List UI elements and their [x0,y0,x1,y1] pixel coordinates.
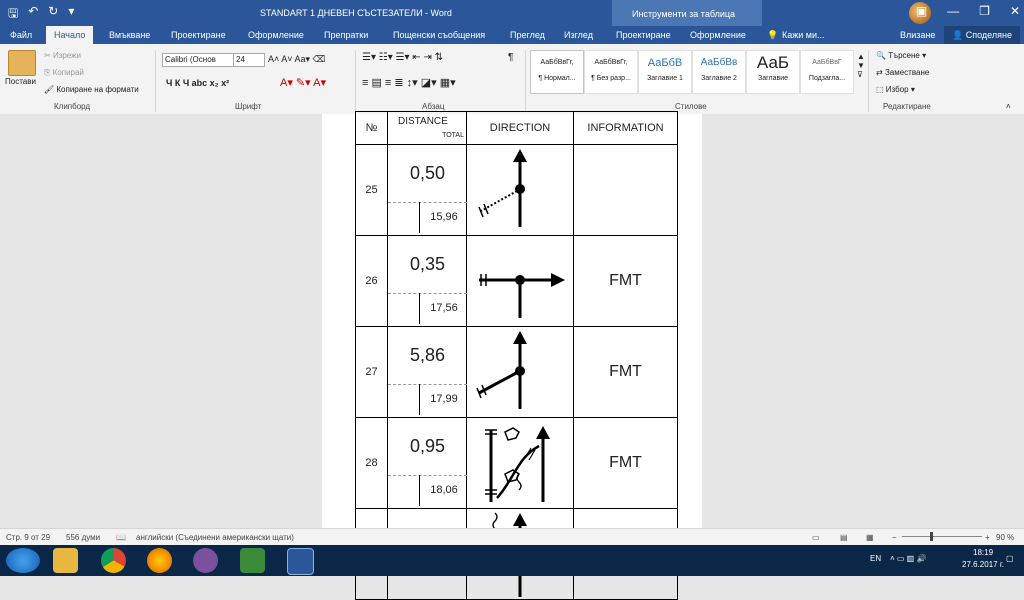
total-value: 17,99 [419,384,468,415]
align-buttons-icon[interactable]: ≡ ▤ ≡ ≣ ↕▾ ◪▾ ▦▾ [362,77,456,89]
header-distance-label: DISTANCE [398,116,448,127]
zoom-in-button[interactable]: + [985,533,990,542]
clock-date[interactable]: 27.6.2017 г. [962,560,1004,569]
direction-cell [467,236,574,327]
tulip-diagram [467,418,573,506]
tulip-diagram [467,145,573,233]
style-preview: АаБбВ [647,57,683,69]
editing-group-label: Редактиране [883,102,931,111]
tab-review[interactable]: Преглед [510,30,545,40]
copy-label: Копирай [52,68,84,77]
paste-button[interactable]: Постави [5,77,36,86]
row-number: 28 [356,418,388,509]
row-number: 25 [356,145,388,236]
format-painter-button[interactable]: 🖌 Копиране на формати [44,85,139,94]
style-preview: АаБбВвГг, [540,59,574,66]
cut-button[interactable]: ✂ Изрежи [44,51,81,60]
undo-icon[interactable]: ↶ [28,4,39,18]
distance-cell[interactable] [388,145,467,236]
font-size-combo[interactable]: 24 [233,53,265,67]
ribbon-tabs [0,26,1024,44]
distance-cell[interactable] [388,418,467,509]
app-icon[interactable] [240,548,265,573]
replace-label: Заместване [884,68,930,77]
tab-layout[interactable]: Оформление [248,30,304,40]
header-direction: DIRECTION [467,112,574,145]
tell-me-icon: 💡 [767,30,779,40]
clipboard-group-label: Клипборд [54,102,91,111]
paste-icon[interactable] [8,50,36,76]
distance-value: 0,95 [388,418,467,476]
tab-table-layout[interactable]: Оформление [690,30,746,40]
info-cell[interactable]: FMT [574,236,678,327]
style-normal[interactable] [530,50,584,94]
replace-button[interactable]: ⇄ Заместване [876,68,930,77]
language-switch[interactable]: EN [870,554,882,563]
format-painter-label: Копиране на формати [56,85,139,94]
restore-button[interactable]: ❐ [979,4,990,18]
quick-access-toolbar [8,4,74,25]
word-count[interactable]: 556 думи [66,533,101,542]
zoom-slider[interactable] [902,536,982,537]
style-name: Подзагла... [808,75,846,82]
system-tray-icons[interactable]: ˄ ▭ ▥ 🔊 [890,554,927,563]
direction-cell [467,145,574,236]
style-subtitle[interactable] [800,50,854,94]
styles-group-label: Стилове [675,102,707,111]
info-cell[interactable] [574,145,678,236]
contextual-tab-group [612,0,762,26]
style-name: Заглавие [757,75,789,82]
header-number: № [356,112,388,145]
show-marks-button[interactable]: ¶ [508,52,514,63]
direction-cell [467,418,574,509]
tab-design[interactable]: Проектиране [171,30,226,40]
tell-me-input[interactable]: Кажи ми... [782,30,825,40]
read-mode-icon[interactable]: ▭ [812,533,820,542]
direction-cell [467,327,574,418]
page-count[interactable]: Стр. 9 от 29 [6,533,51,542]
print-layout-icon[interactable]: ▤ [840,533,848,542]
style-no-spacing[interactable] [584,50,638,94]
font-group-label: Шрифт [235,102,262,111]
list-buttons-icon[interactable]: ☰▾ ☷▾ ☰▾ ⇤ ⇥ ⇅ [362,52,443,63]
zoom-level[interactable]: 90 % [996,533,1015,542]
share-button[interactable] [944,26,1020,44]
header-total-label: TOTAL [442,132,464,139]
tab-home[interactable]: Начало [46,26,93,44]
select-label: Избор [885,85,909,94]
viber-icon[interactable] [193,548,218,573]
total-value: 18,06 [419,475,468,506]
save-icon[interactable]: 🖫 [8,6,19,20]
document-title: STANDART 1 ДНЕВЕН СЪСТЕЗАТЕЛИ - Word [260,8,452,18]
style-preview: АаБбВвГг, [594,59,628,66]
distance-cell[interactable] [388,236,467,327]
chrome-icon[interactable] [101,548,126,573]
ribbon-display-options-icon[interactable]: ▣ [915,4,928,18]
total-value: 15,96 [419,202,468,233]
notifications-icon[interactable]: ▢ [1006,554,1014,563]
find-button[interactable]: 🔍 Търсене ▾ [876,51,927,60]
style-title[interactable] [746,50,800,94]
minimize-button[interactable]: — [947,4,960,18]
style-name: ¶ Без разр... [591,75,631,82]
style-preview: АаБбВвГ [812,59,842,66]
row-number: 26 [356,236,388,327]
group-divider [155,50,156,112]
header-information: INFORMATION [574,112,678,145]
sign-in-link[interactable]: Влизане [900,30,936,40]
taskbar [0,545,1024,576]
table-header-row [356,112,678,145]
select-button[interactable]: ⬚ Избор ▾ [876,85,915,94]
style-name: Заглавие 2 [701,75,737,82]
font-name-combo[interactable]: Calibri (Основ [162,53,234,67]
cut-label: Изрежи [52,51,81,60]
start-button[interactable] [6,548,40,573]
tab-references[interactable]: Препратки [324,30,369,40]
find-label: Търсене [888,51,920,60]
tab-mailings[interactable]: Пощенски съобщения [393,30,486,40]
distance-value: 0,50 [388,145,467,203]
word-icon[interactable] [287,548,314,575]
distance-value: 0,35 [388,236,467,294]
font-grow-shrink-icon[interactable]: A˄ A˅ Aa▾ ⌫ [268,54,326,64]
collapse-ribbon-icon[interactable]: ˄ [1006,102,1011,111]
window-controls [916,4,1020,18]
row-number: 27 [356,327,388,418]
styles-gallery-scroll-icon[interactable]: ▲ ▼ ⊽ [857,52,865,79]
group-divider [355,50,356,112]
table-row[interactable] [356,418,678,509]
style-preview: АаБбВв [700,57,738,68]
web-layout-icon[interactable]: ▦ [866,533,874,542]
ribbon [0,44,1024,115]
total-value: 17,56 [419,293,468,324]
language-indicator[interactable]: английски (Съединени американски щати) [136,533,294,542]
share-label: Споделяне [965,30,1012,40]
share-icon: 👤 [952,30,966,40]
font-format-row[interactable]: Ч К Ч abc x₂ x² [166,78,230,88]
info-cell[interactable]: FMT [574,418,678,509]
file-explorer-icon[interactable] [53,548,78,573]
tab-file[interactable]: Файл [10,30,33,40]
zoom-slider-thumb[interactable] [930,532,933,541]
tab-table-design[interactable]: Проектиране [616,30,671,40]
copy-button[interactable]: ⎘ Копирай [44,68,84,77]
proofing-icon[interactable]: 📖 [116,533,126,542]
distance-cell[interactable] [388,327,467,418]
title-bar [0,0,1024,26]
redo-icon[interactable]: ↻ [48,4,59,18]
style-name: Заглавие 1 [647,75,683,82]
zoom-out-button[interactable]: − [892,533,897,542]
table-row[interactable] [356,236,678,327]
style-name: ¶ Нормал... [538,75,576,82]
paragraph-group-label: Абзац [422,102,445,111]
tulip-diagram [467,236,573,324]
contextual-tab-title: Инструменти за таблица [632,9,736,19]
tab-insert[interactable]: Вмъкване [109,30,151,40]
style-heading-1[interactable] [638,50,692,94]
distance-value: 5,86 [388,327,467,385]
clock-time[interactable]: 18:19 [973,548,994,557]
table-row[interactable] [356,327,678,418]
group-divider [868,50,869,112]
info-cell[interactable]: FMT [574,327,678,418]
close-button[interactable]: ✕ [1009,4,1020,18]
route-table[interactable] [355,111,678,600]
group-divider [525,50,526,112]
font-color-icons[interactable]: A▾ ✎▾ A▾ [280,77,326,89]
style-preview: АаБ [756,53,790,72]
firefox-icon[interactable] [147,548,172,573]
status-bar [0,528,1024,546]
header-distance [388,112,467,145]
tab-view[interactable]: Изглед [564,30,593,40]
style-heading-2[interactable] [692,50,746,94]
customize-qat-icon[interactable]: ▾ [68,4,75,18]
table-row[interactable] [356,145,678,236]
tulip-diagram [467,327,573,415]
